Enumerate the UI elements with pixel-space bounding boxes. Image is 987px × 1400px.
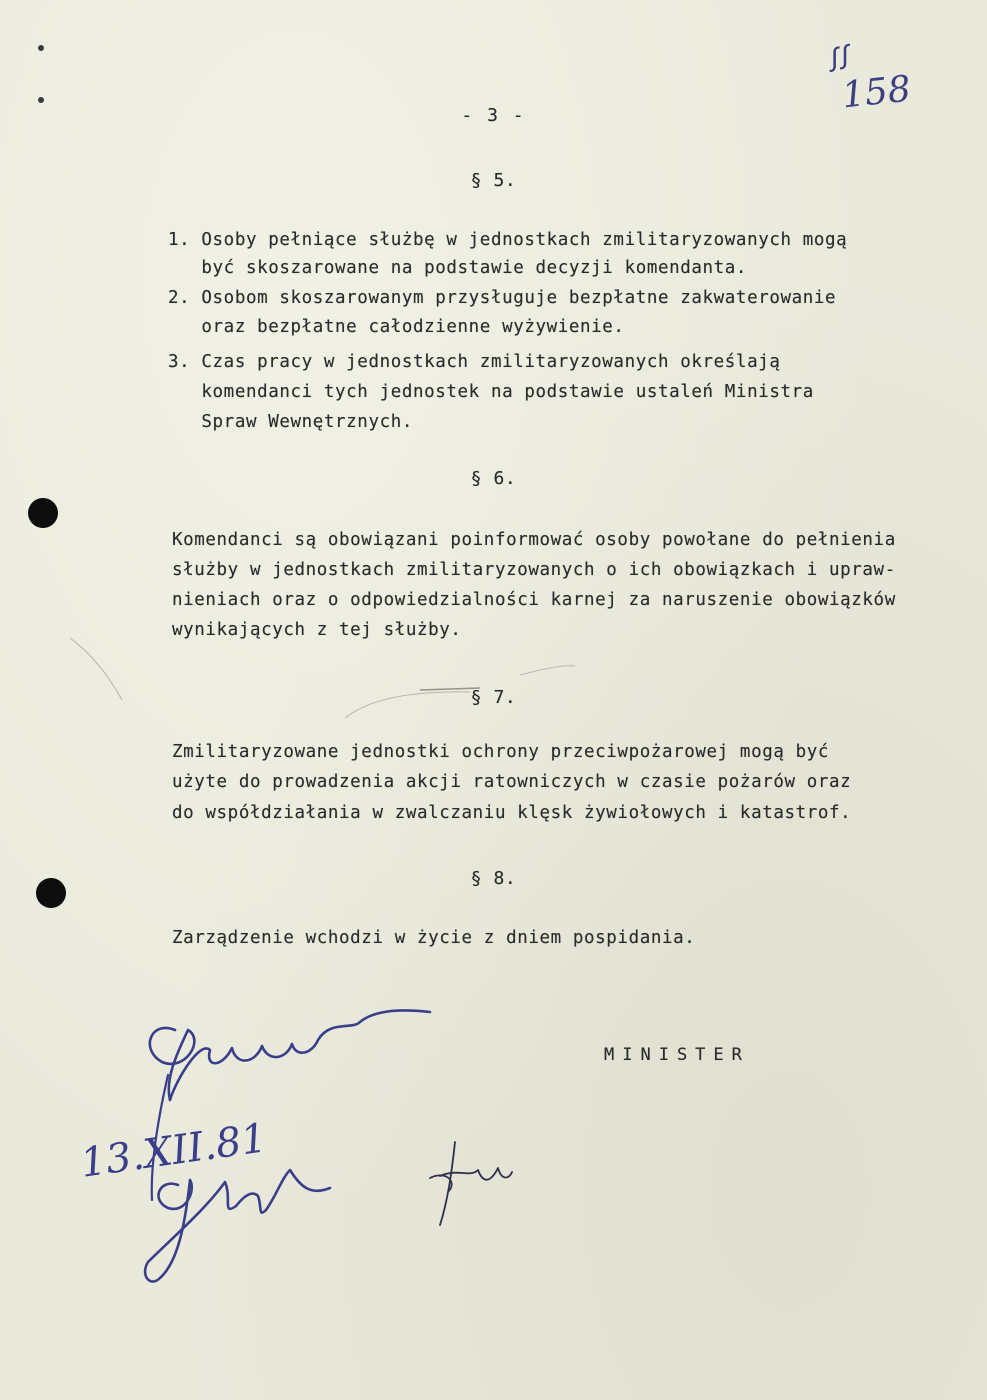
archive-number: 158 <box>840 68 913 117</box>
handwritten-date: 13.XII.81 <box>77 1115 270 1187</box>
archive-mark: ꭍꭍ <box>822 40 852 81</box>
section-heading: § 5. <box>470 170 517 191</box>
pencil-stroke <box>520 666 575 675</box>
paragraph-line: wynikających z tej służby. <box>172 620 462 640</box>
paragraph-line: 3. Czas pracy w jednostkach zmilitaryzowanych określają <box>168 352 781 372</box>
paragraph-line: Komendanci są obowiązani poinformować osoby powołane do pełnienia <box>172 530 896 550</box>
paragraph-line: do współdziałania w zwalczaniu klęsk żywiołowych i katastrof. <box>172 803 852 823</box>
paragraph-line: użyte do prowadzenia akcji ratowniczych w czasie pożarów oraz <box>172 772 852 792</box>
page-number: - 3 - <box>461 105 526 126</box>
section-heading: § 6. <box>470 468 517 489</box>
paragraph-line: Spraw Wewnętrznych. <box>168 412 413 432</box>
paragraph-line: służby w jednostkach zmilitaryzowanych o ich obowiązkach i upraw- <box>172 560 896 580</box>
paragraph-line: Zarządzenie wchodzi w życie z dniem pospidania. <box>172 928 696 948</box>
paragraph-line: oraz bezpłatne całodzienne wyżywienie. <box>168 317 625 337</box>
pencil-stroke <box>345 692 470 718</box>
paragraph-line: 1. Osoby pełniące służbę w jednostkach zmilitaryzowanych mogą <box>168 230 848 250</box>
paragraph-line: komendanci tych jednostek na podstawie ustaleń Ministra <box>168 382 814 402</box>
paragraph-line: być skoszarowane na podstawie decyzji komendanta. <box>168 258 748 278</box>
initials <box>145 1170 330 1282</box>
paragraph-line: 2. Osobom skoszarowanym przysługuje bezpłatne zakwaterowanie <box>168 288 837 308</box>
small-signature <box>430 1142 512 1225</box>
section-heading: § 7. <box>470 687 517 708</box>
signature <box>152 1075 168 1200</box>
pencil-stroke <box>420 688 480 690</box>
signature <box>150 1010 430 1100</box>
section-heading: § 8. <box>470 868 517 889</box>
signature-title: MINISTER <box>604 1045 750 1065</box>
paragraph-line: nieniach oraz o odpowiedzialności karnej za naruszenie obowiązków <box>172 590 896 610</box>
paragraph-line: Zmilitaryzowane jednostki ochrony przeciwpożarowej mogą być <box>172 742 830 762</box>
pencil-stroke <box>70 638 122 700</box>
